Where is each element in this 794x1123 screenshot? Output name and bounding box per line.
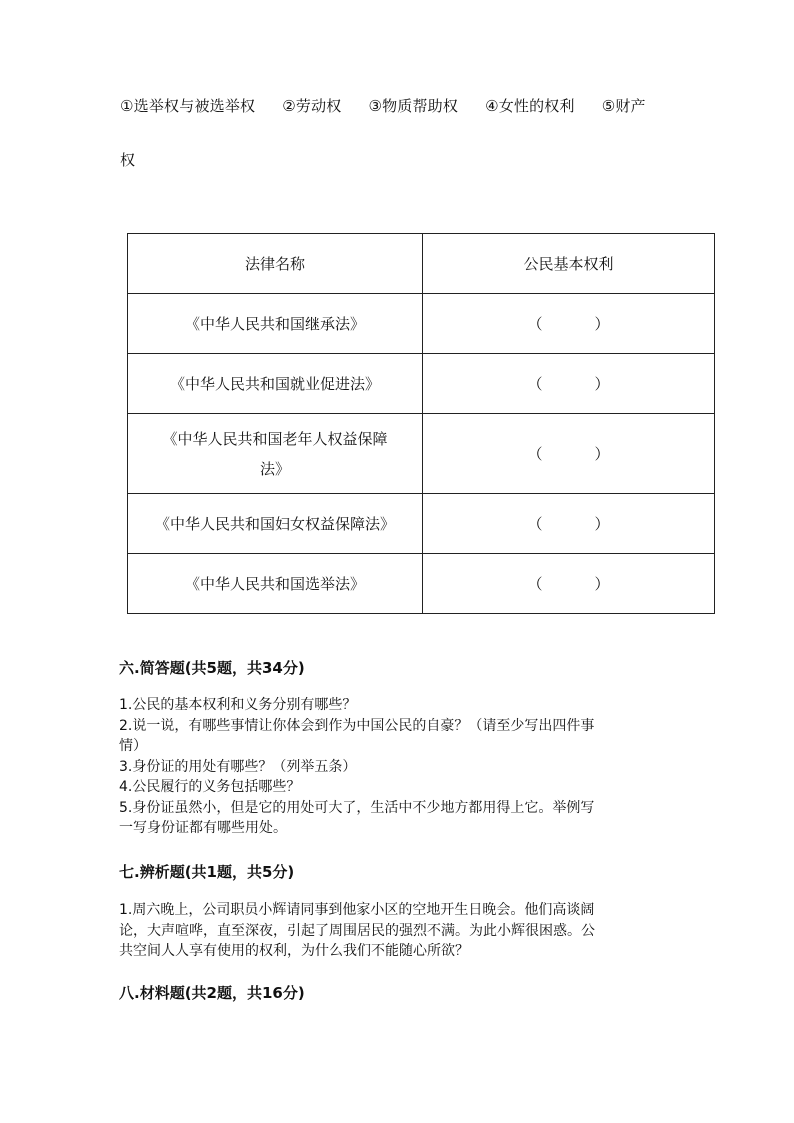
section-material [119,982,679,1004]
header-law-name: 法律名称 [128,234,423,294]
section-analysis [119,861,679,962]
question-item: 论，大声喧哗，直至深夜，引起了周围居民的强烈不满。为此小辉很困惑。公 [119,922,595,939]
header-civil-rights: 公民基本权利 [423,234,715,294]
answer-blank[interactable]: （ ） [423,414,715,494]
section-heading: 六.简答题(共5题，共34分) [119,659,305,677]
option-1: ①选举权与被选举权 [120,97,256,115]
option-3: ③物质帮助权 [368,97,459,115]
law-name-cell: 《中华人民共和国选举法》 [128,554,423,614]
question-item: 5.身份证虽然小，但是它的用处可大了，生活中不少地方都用得上它。举例写 [119,799,595,816]
question-item: 一写身份证都有哪些用处。 [119,820,287,836]
table-row [128,294,715,354]
table-row [128,554,715,614]
question-item: 情） [119,738,147,754]
law-name-cell: 《中华人民共和国继承法》 [128,294,423,354]
answer-blank[interactable]: （ ） [423,354,715,414]
answer-blank[interactable]: （ ） [423,554,715,614]
law-rights-table [127,233,715,614]
rights-options [120,92,680,174]
option-5-wrap: 权 [120,151,136,169]
question-item: 共空间人人享有使用的权利，为什么我们不能随心所欲？ [119,943,469,959]
option-2: ②劳动权 [282,97,342,115]
table-row [128,494,715,554]
option-5: ⑤财产 [601,97,646,115]
table-header-row [128,234,715,294]
table-row [128,414,715,494]
answer-blank[interactable]: （ ） [423,294,715,354]
section-heading: 七.辨析题(共1题，共5分) [119,863,295,881]
law-name-cell: 《中华人民共和国就业促进法》 [128,354,423,414]
question-item: 4.公民履行的义务包括哪些？ [119,779,301,795]
table-row [128,354,715,414]
question-item: 1.周六晚上，公司职员小辉请同事到他家小区的空地开生日晚会。他们高谈阔 [119,902,595,918]
question-item: 3.身份证的用处有哪些？（列举五条） [119,758,357,775]
option-4: ④女性的权利 [485,97,575,115]
section-short-answer [119,657,679,839]
law-name-cell: 《中华人民共和国妇女权益保障法》 [128,494,423,554]
question-item: 2.说一说，有哪些事情让你体会到作为中国公民的自豪？（请至少写出四件事 [119,717,595,734]
answer-blank[interactable]: （ ） [423,494,715,554]
law-name-cell: 《中华人民共和国老年人权益保障 法》 [128,414,423,494]
question-item: 1.公民的基本权利和义务分别有哪些？ [119,697,357,713]
section-heading: 八.材料题(共2题，共16分) [119,984,305,1002]
